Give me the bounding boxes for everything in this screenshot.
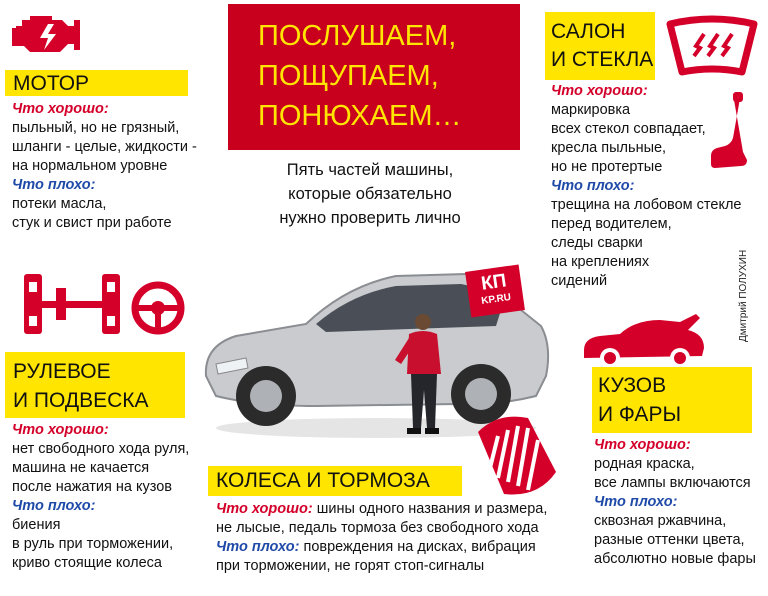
steering-bad-label: Что плохо: (12, 498, 96, 514)
motor-bad-line: потеки масла, (12, 196, 107, 212)
motor-good-line: пыльный, но не грязный, (12, 120, 180, 136)
wheels-section (216, 500, 547, 576)
salon-good-label: Что хорошо: (551, 83, 648, 99)
motor-good-line: шланги - целые, жидкости - (12, 139, 197, 155)
windshield-defrost-icon (662, 14, 762, 78)
steering-section (12, 421, 189, 573)
body-bad-line: абсолютно новые фары (594, 551, 756, 567)
salon-good-line: маркировка (551, 102, 631, 118)
body-bad-line: сквозная ржавчина, (594, 513, 727, 529)
motor-section (12, 100, 197, 233)
body-title (592, 367, 752, 433)
steering-title-line: РУЛЕВОЕ (13, 360, 111, 383)
kp-logo-top: КП (479, 270, 508, 295)
wheels-good-label: Что хорошо: (216, 501, 313, 517)
engine-warning-icon (12, 8, 94, 60)
steering-good-line: нет свободного хода руля, (12, 441, 190, 457)
body-good-label: Что хорошо: (594, 437, 691, 453)
intro-line: Пять частей машины, (286, 161, 454, 179)
salon-good-line: кресла пыльные, (551, 140, 667, 156)
car-hood-open-icon (580, 310, 710, 370)
salon-good-line: но не протертые (551, 159, 663, 175)
intro-text (255, 158, 485, 230)
person-inspecting-icon (395, 312, 455, 437)
body-good-line: родная краска, (594, 456, 695, 472)
intro-line: которые обязательно (288, 185, 452, 203)
salon-bad-label: Что плохо: (551, 178, 635, 194)
motor-good-label: Что хорошо: (12, 101, 109, 117)
steering-bad-line: криво стоящие колеса (12, 555, 162, 571)
headline-line: ПОЩУПАЕМ, (258, 60, 439, 92)
salon-bad-line: перед водителем, (551, 216, 672, 232)
steering-good-line: машина не качается (12, 460, 150, 476)
axle-icon (22, 270, 122, 338)
photo-credit: Дмитрий ПОЛУХИН (738, 249, 749, 342)
motor-good-line: на нормальном уровне (12, 158, 168, 174)
intro-line: нужно проверить лично (279, 209, 461, 227)
salon-good-line: всех стекол совпадает, (551, 121, 706, 137)
salon-section (551, 82, 741, 291)
wheels-bad-line: повреждения на дисках, вибрация (299, 539, 536, 555)
headline-line: ПОНЮХАЕМ… (258, 100, 462, 132)
steering-title (5, 352, 185, 418)
salon-title-line: И СТЕКЛА (551, 48, 654, 71)
steering-good-line: после нажатия на кузов (12, 479, 172, 495)
body-title-line: И ФАРЫ (598, 403, 682, 426)
headline-line: ПОСЛУШАЕМ, (258, 20, 457, 52)
motor-title: МОТОР (5, 70, 188, 96)
kp-logo-bottom: KP.RU (480, 291, 512, 307)
wheels-bad-line: при торможении, не горят стоп-сигналы (216, 558, 485, 574)
wheels-bad-label: Что плохо: (216, 539, 300, 555)
salon-bad-line: на креплениях (551, 254, 650, 270)
salon-bad-line: следы сварки (551, 235, 643, 251)
steering-bad-line: биения (12, 517, 61, 533)
salon-bad-line: трещина на лобовом стекле (551, 197, 742, 213)
wheels-title: КОЛЕСА И ТОРМОЗА (208, 466, 462, 496)
steering-bad-line: в руль при торможении, (12, 536, 174, 552)
salon-title (545, 12, 655, 80)
body-title-line: КУЗОВ (598, 374, 667, 397)
motor-bad-label: Что плохо: (12, 177, 96, 193)
tire-tread-icon (468, 412, 564, 500)
salon-bad-line: сидений (551, 273, 608, 289)
motor-bad-line: стук и свист при работе (12, 215, 172, 231)
wheels-good-line: не лысые, педаль тормоза без свободного хода (216, 520, 539, 536)
salon-title-line: САЛОН (551, 20, 626, 43)
body-bad-label: Что плохо: (594, 494, 678, 510)
wheels-good-line: шины одного названия и размера, (312, 501, 548, 517)
body-good-line: все лампы включаются (594, 475, 751, 491)
body-section (594, 436, 756, 569)
steering-good-label: Что хорошо: (12, 422, 109, 438)
steering-wheel-icon (130, 280, 186, 336)
steering-title-line: И ПОДВЕСКА (13, 389, 149, 412)
kp-logo (465, 264, 525, 317)
body-bad-line: разные оттенки цвета, (594, 532, 745, 548)
headline-banner (228, 4, 520, 150)
